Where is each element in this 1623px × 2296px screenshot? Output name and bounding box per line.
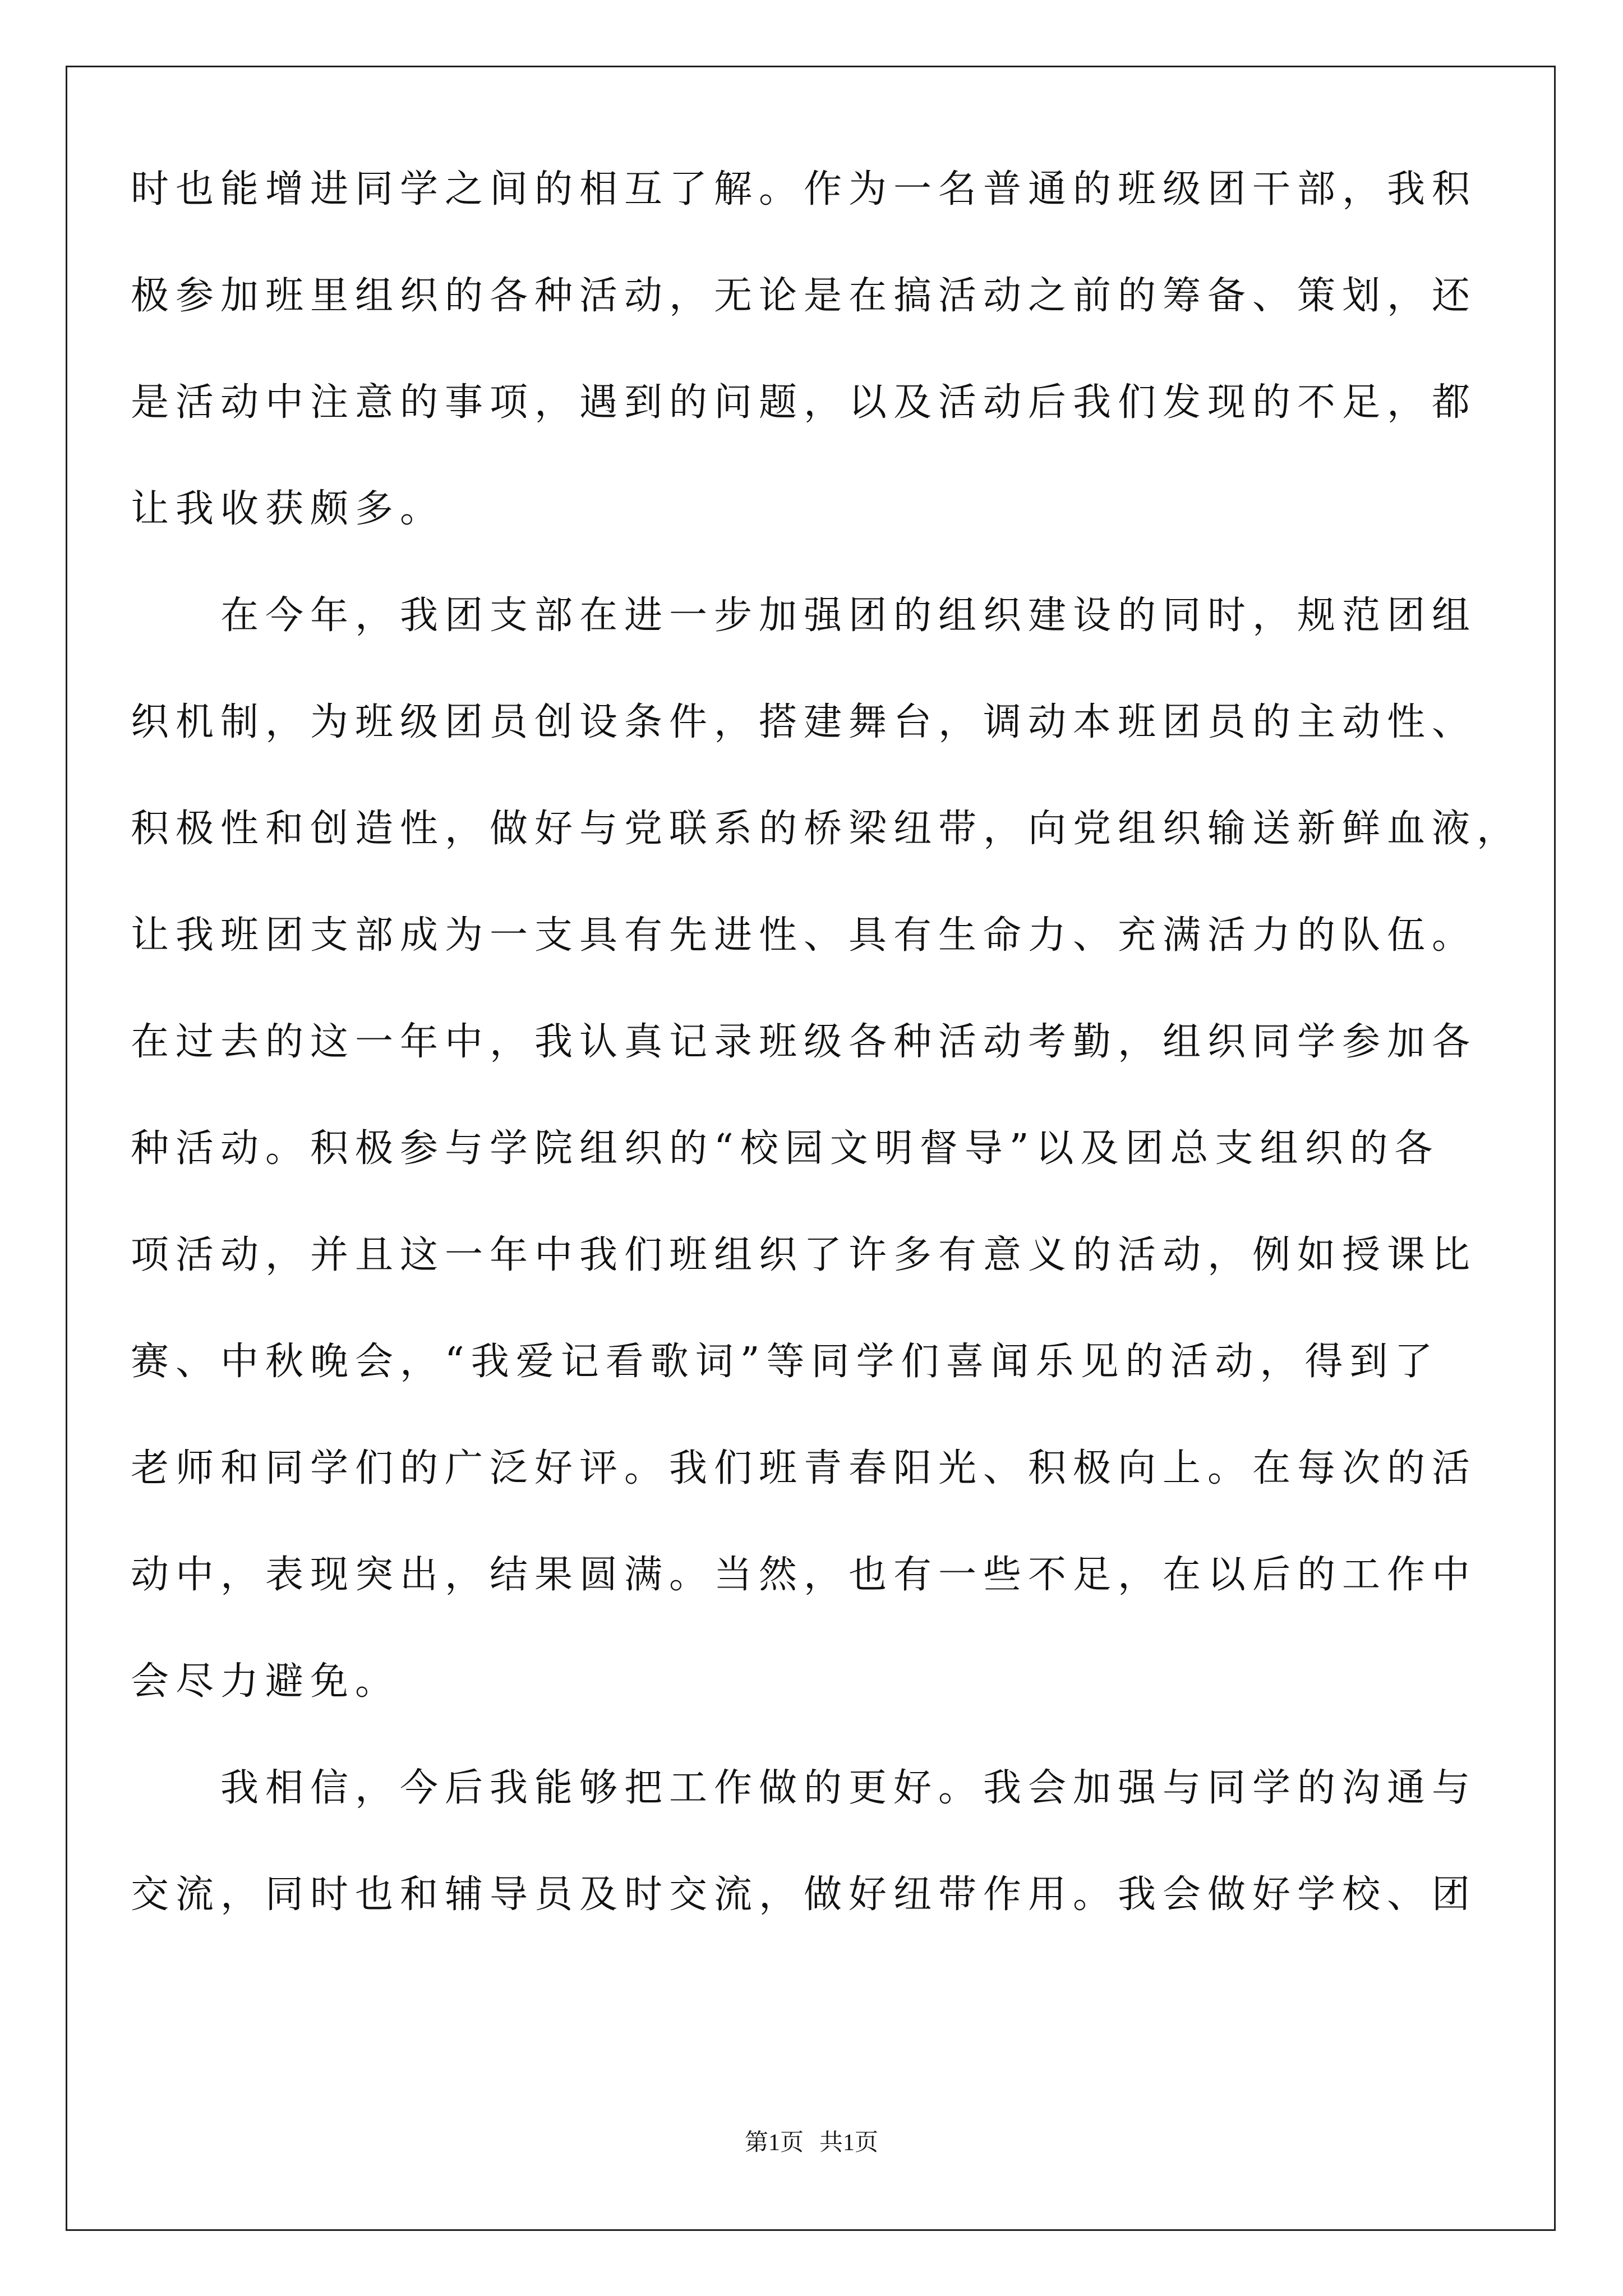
page-total: 共1页 [819, 2130, 879, 2156]
text-line: 动中，表现突出，结果圆满。当然，也有一些不足，在以后的工作中 [131, 1553, 1477, 1597]
text-line: 让我班团支部成为一支具有先进性、具有生命力、充满活力的队伍。 [131, 913, 1477, 958]
text-line: 赛、中秋晚会，“我爱记看歌词”等同学们喜闻乐见的活动，得到了 [131, 1340, 1440, 1384]
page-footer [0, 2126, 1623, 2160]
page-number: 第1页 [744, 2130, 804, 2156]
text-line: 时也能增进同学之间的相互了解。作为一名普通的班级团干部，我积 [131, 167, 1477, 211]
text-line: 极参加班里组织的各种活动，无论是在搞活动之前的筹备、策划，还 [131, 274, 1477, 318]
text-line: 项活动，并且这一年中我们班组织了许多有意义的活动，例如授课比 [131, 1233, 1477, 1277]
text-line: 在过去的这一年中，我认真记录班级各种活动考勤，组织同学参加各 [131, 1020, 1477, 1064]
text-line: 老师和同学们的广泛好评。我们班青春阳光、积极向上。在每次的活 [131, 1446, 1477, 1490]
text-line: 是活动中注意的事项，遇到的问题，以及活动后我们发现的不足，都 [131, 380, 1477, 425]
text-line: 交流，同时也和辅导员及时交流，做好纽带作用。我会做好学校、团 [131, 1872, 1477, 1917]
text-line: 积极性和创造性，做好与党联系的桥梁纽带，向党组织输送新鲜血液， [131, 807, 1522, 851]
text-line: 织机制，为班级团员创设条件，搭建舞台，调动本班团员的主动性、 [131, 700, 1477, 744]
text-line: 我相信，今后我能够把工作做的更好。我会加强与同学的沟通与 [131, 1766, 1477, 1810]
text-line: 在今年，我团支部在进一步加强团的组织建设的同时，规范团组 [131, 593, 1477, 638]
text-line: 种活动。积极参与学院组织的“校园文明督导”以及团总支组织的各 [131, 1126, 1440, 1171]
text-line: 让我收获颇多。 [131, 487, 445, 531]
text-line: 会尽力避免。 [131, 1659, 400, 1704]
